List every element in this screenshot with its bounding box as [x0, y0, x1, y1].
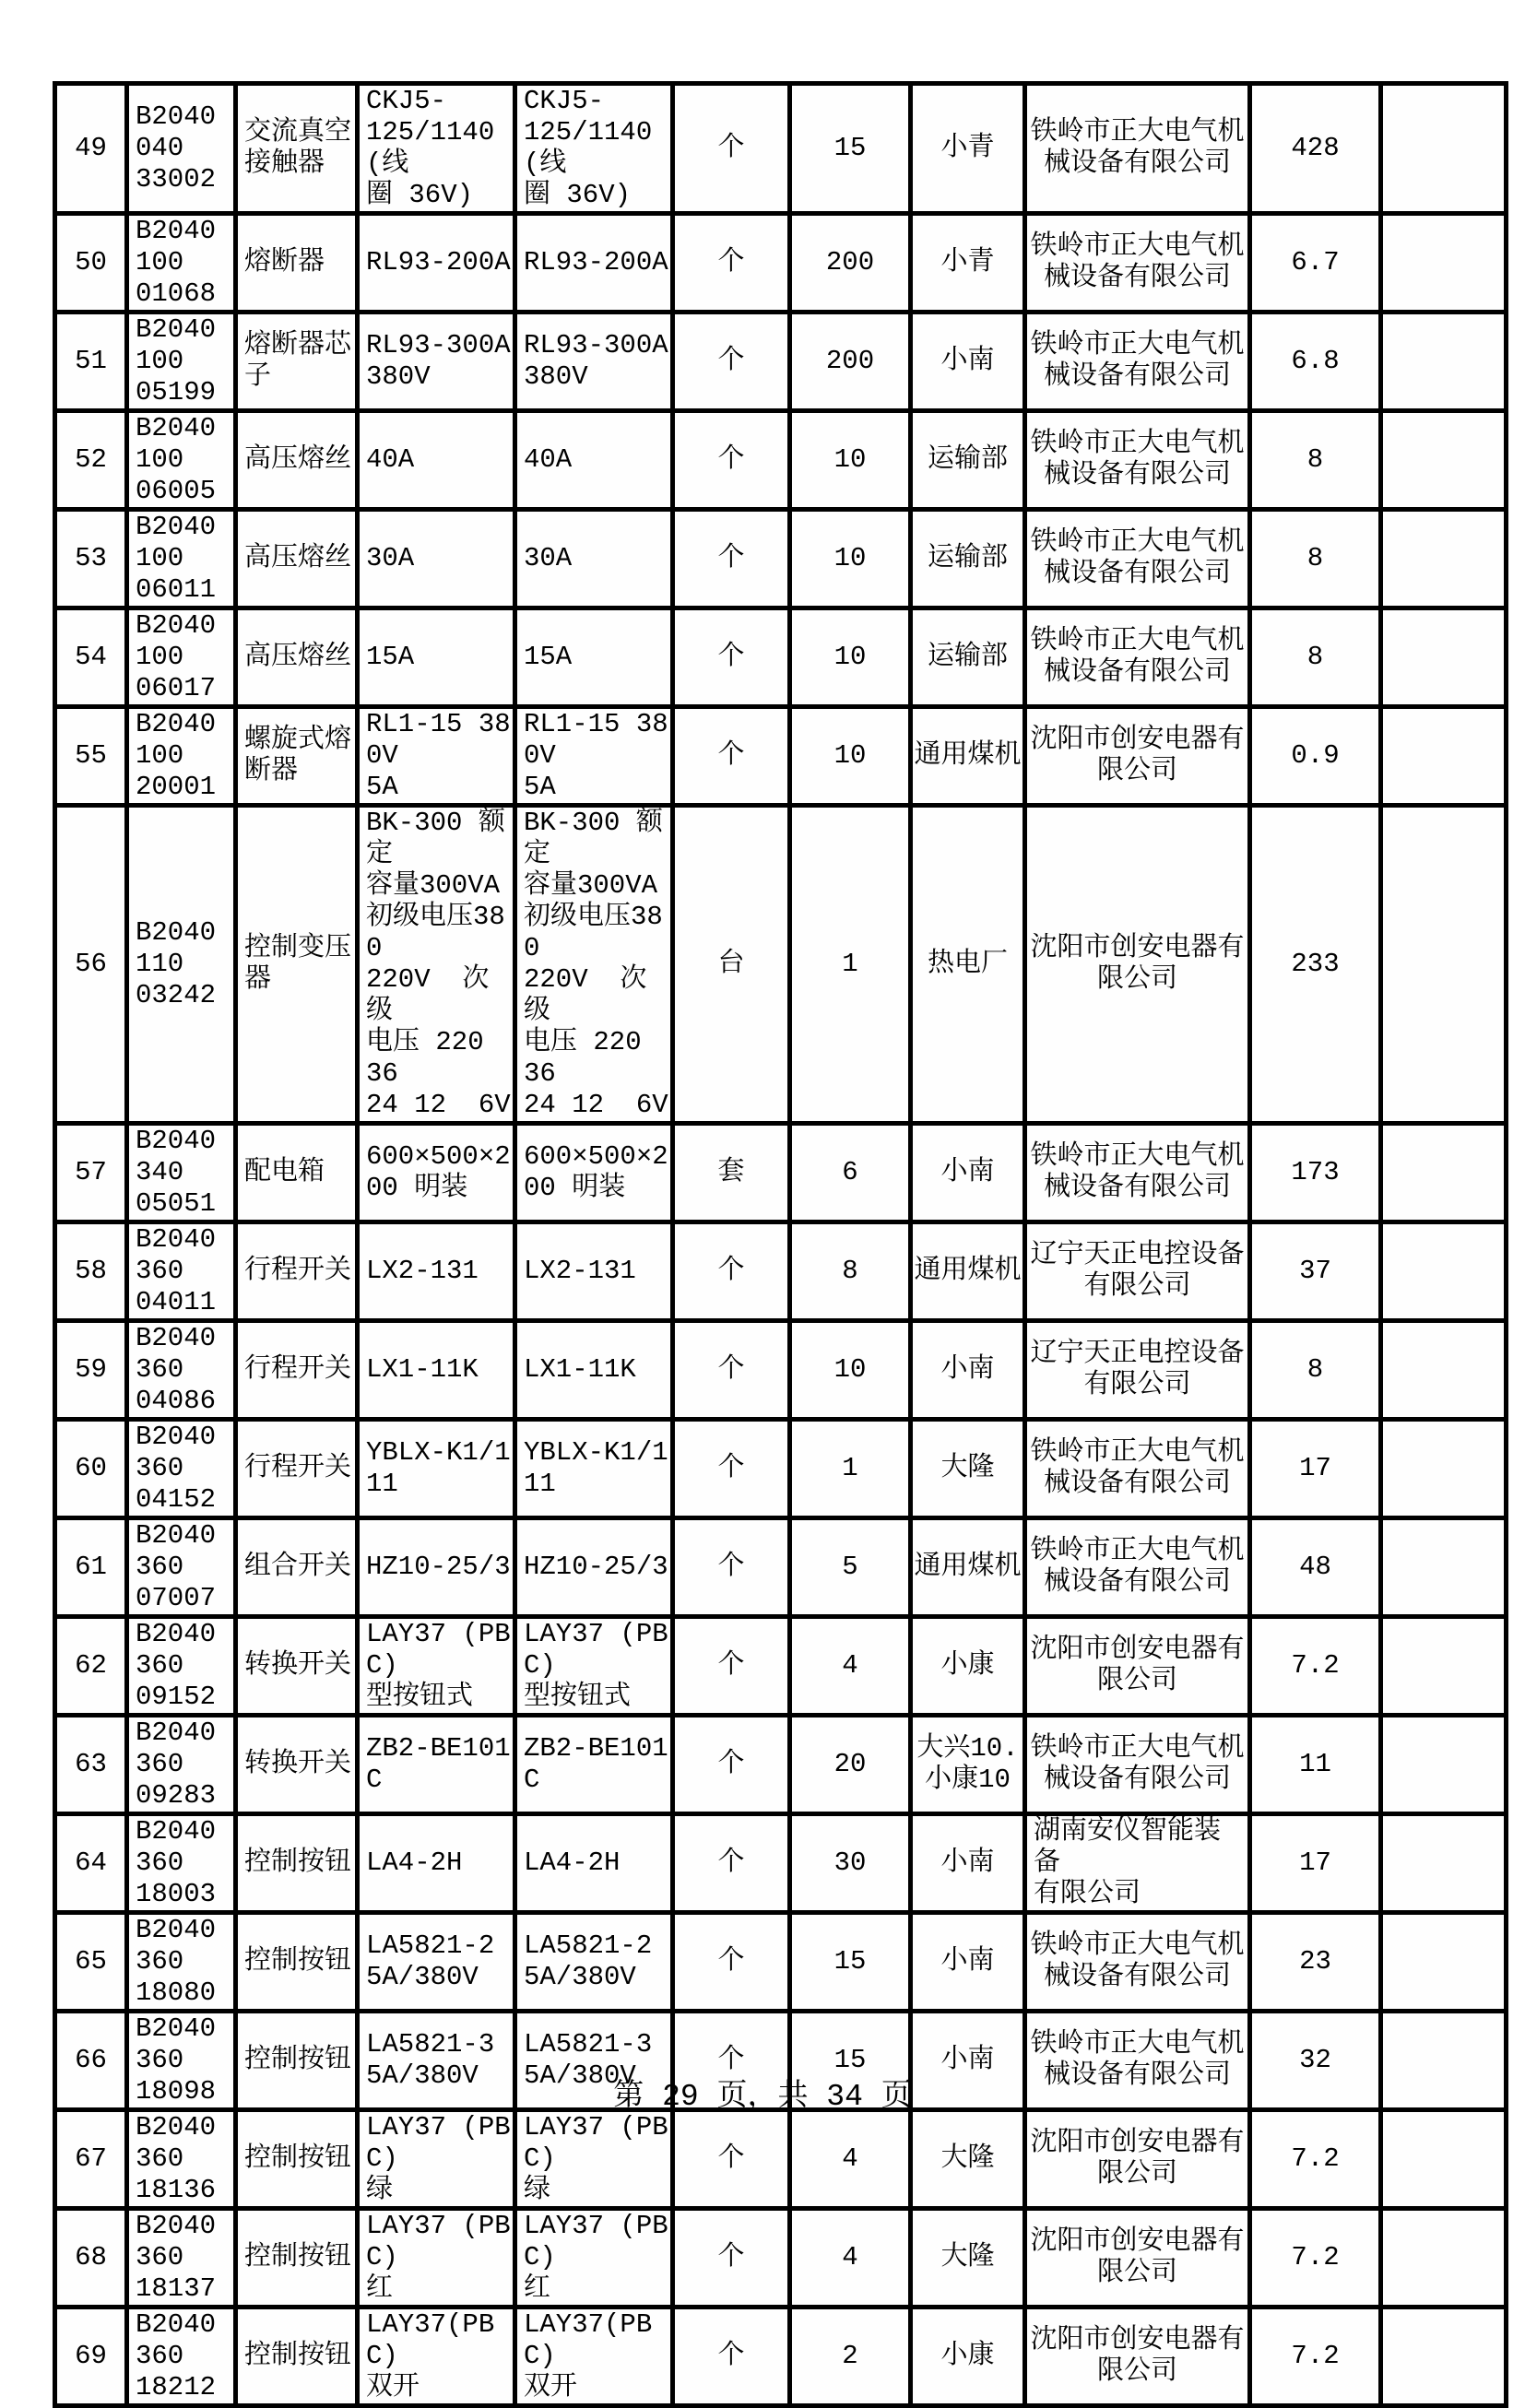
cell-price: 23	[1250, 1913, 1381, 2012]
cell-dept: 运输部	[911, 608, 1025, 707]
cell-code: B2040360 09152	[127, 1617, 236, 1716]
cell-seq: 56	[55, 806, 127, 1124]
cell-spec2: 600×500×2 00 明装	[515, 1124, 673, 1222]
cell-spec2: 40A	[515, 411, 673, 510]
cell-note	[1381, 608, 1507, 707]
cell-unit: 个	[673, 1518, 790, 1617]
cell-supplier: 铁岭市正大电气机 械设备有限公司	[1025, 2012, 1250, 2110]
cell-supplier: 沈阳市创安电器有 限公司	[1025, 2110, 1250, 2209]
cell-code: B2040360 04011	[127, 1222, 236, 1321]
cell-spec: LAY37 (PBC) 绿	[358, 2110, 515, 2209]
cell-seq: 50	[55, 214, 127, 313]
cell-seq: 49	[55, 84, 127, 214]
cell-unit: 套	[673, 1124, 790, 1222]
cell-qty: 2	[790, 2308, 911, 2406]
cell-name: 转换开关	[236, 1716, 358, 1814]
cell-price: 11	[1250, 1716, 1381, 1814]
cell-spec: ZB2-BE101C	[358, 1716, 515, 1814]
cell-qty: 200	[790, 313, 911, 411]
cell-price: 7.2	[1250, 2308, 1381, 2406]
cell-spec: LA5821-2 5A/380V	[358, 1913, 515, 2012]
cell-qty: 20	[790, 1716, 911, 1814]
cell-price: 8	[1250, 1321, 1381, 1420]
cell-name: 行程开关	[236, 1321, 358, 1420]
cell-note	[1381, 1913, 1507, 2012]
cell-supplier: 铁岭市正大电气机 械设备有限公司	[1025, 1518, 1250, 1617]
cell-price: 6.8	[1250, 313, 1381, 411]
cell-price: 8	[1250, 608, 1381, 707]
cell-spec2: LAY37 (PBC) 红	[515, 2209, 673, 2308]
cell-name: 高压熔丝	[236, 608, 358, 707]
cell-code: B2040340 05051	[127, 1124, 236, 1222]
table-row	[55, 2110, 1507, 2209]
cell-name: 行程开关	[236, 1222, 358, 1321]
cell-supplier: 沈阳市创安电器有 限公司	[1025, 2308, 1250, 2406]
cell-qty: 4	[790, 2110, 911, 2209]
cell-note	[1381, 1420, 1507, 1518]
table-row	[55, 1321, 1507, 1420]
cell-qty: 15	[790, 2012, 911, 2110]
cell-unit: 个	[673, 1716, 790, 1814]
table-row	[55, 707, 1507, 806]
cell-spec: CKJ5- 125/1140(线 圈 36V)	[358, 84, 515, 214]
cell-seq: 69	[55, 2308, 127, 2406]
cell-unit: 个	[673, 1814, 790, 1913]
cell-note	[1381, 806, 1507, 1124]
cell-spec2: LAY37 (PBC) 型按钮式	[515, 1617, 673, 1716]
cell-supplier: 沈阳市创安电器有 限公司	[1025, 806, 1250, 1124]
cell-dept: 通用煤机	[911, 707, 1025, 806]
cell-dept: 小青	[911, 84, 1025, 214]
cell-dept: 小康	[911, 1617, 1025, 1716]
parts-table	[53, 81, 1508, 2408]
cell-name: 熔断器芯 子	[236, 313, 358, 411]
cell-supplier: 铁岭市正大电气机 械设备有限公司	[1025, 214, 1250, 313]
cell-code: B2040100 05199	[127, 313, 236, 411]
cell-supplier: 铁岭市正大电气机 械设备有限公司	[1025, 1124, 1250, 1222]
cell-qty: 1	[790, 1420, 911, 1518]
cell-price: 173	[1250, 1124, 1381, 1222]
cell-seq: 59	[55, 1321, 127, 1420]
cell-name: 熔断器	[236, 214, 358, 313]
cell-note	[1381, 1222, 1507, 1321]
cell-qty: 15	[790, 1913, 911, 2012]
cell-supplier: 铁岭市正大电气机 械设备有限公司	[1025, 1420, 1250, 1518]
cell-price: 17	[1250, 1420, 1381, 1518]
cell-price: 233	[1250, 806, 1381, 1124]
cell-unit: 个	[673, 84, 790, 214]
cell-seq: 52	[55, 411, 127, 510]
cell-spec2: LX1-11K	[515, 1321, 673, 1420]
cell-spec2: LAY37 (PBC) 绿	[515, 2110, 673, 2209]
cell-qty: 10	[790, 411, 911, 510]
cell-spec2: RL93-300A 380V	[515, 313, 673, 411]
cell-code: B2040100 06017	[127, 608, 236, 707]
cell-note	[1381, 1716, 1507, 1814]
cell-code: B2040360 18212	[127, 2308, 236, 2406]
cell-dept: 小南	[911, 313, 1025, 411]
cell-seq: 62	[55, 1617, 127, 1716]
cell-spec: 15A	[358, 608, 515, 707]
cell-seq: 55	[55, 707, 127, 806]
cell-spec2: 15A	[515, 608, 673, 707]
cell-qty: 8	[790, 1222, 911, 1321]
cell-unit: 个	[673, 1913, 790, 2012]
cell-note	[1381, 1814, 1507, 1913]
table-row	[55, 2308, 1507, 2406]
cell-unit: 个	[673, 1420, 790, 1518]
table-row	[55, 1124, 1507, 1222]
cell-supplier: 辽宁天正电控设备 有限公司	[1025, 1222, 1250, 1321]
cell-supplier: 铁岭市正大电气机 械设备有限公司	[1025, 84, 1250, 214]
cell-dept: 通用煤机	[911, 1222, 1025, 1321]
cell-name: 螺旋式熔 断器	[236, 707, 358, 806]
cell-unit: 个	[673, 2110, 790, 2209]
cell-spec2: LA5821-3 5A/380V	[515, 2012, 673, 2110]
cell-note	[1381, 1617, 1507, 1716]
cell-seq: 63	[55, 1716, 127, 1814]
table-row	[55, 510, 1507, 608]
cell-spec: RL1-15 380V 5A	[358, 707, 515, 806]
cell-note	[1381, 2110, 1507, 2209]
cell-spec: LAY37 (PBC) 型按钮式	[358, 1617, 515, 1716]
cell-seq: 64	[55, 1814, 127, 1913]
cell-spec2: 30A	[515, 510, 673, 608]
cell-code: B2040040 33002	[127, 84, 236, 214]
cell-spec2: YBLX-K1/111	[515, 1420, 673, 1518]
cell-name: 控制按钮	[236, 1913, 358, 2012]
page-number-footer: 第 29 页，共 34 页	[613, 2080, 912, 2114]
cell-spec2: LAY37(PBC) 双开	[515, 2308, 673, 2406]
cell-spec: 30A	[358, 510, 515, 608]
cell-note	[1381, 84, 1507, 214]
table-row	[55, 1518, 1507, 1617]
cell-note	[1381, 2209, 1507, 2308]
table-row	[55, 608, 1507, 707]
cell-supplier: 辽宁天正电控设备 有限公司	[1025, 1321, 1250, 1420]
cell-unit: 个	[673, 2012, 790, 2110]
cell-dept: 运输部	[911, 411, 1025, 510]
cell-spec: LAY37 (PBC) 红	[358, 2209, 515, 2308]
cell-name: 转换开关	[236, 1617, 358, 1716]
cell-note	[1381, 1124, 1507, 1222]
cell-dept: 通用煤机	[911, 1518, 1025, 1617]
cell-note	[1381, 313, 1507, 411]
table-row	[55, 1222, 1507, 1321]
cell-spec: LA5821-3 5A/380V	[358, 2012, 515, 2110]
cell-qty: 10	[790, 1321, 911, 1420]
cell-seq: 66	[55, 2012, 127, 2110]
cell-dept: 大隆	[911, 2110, 1025, 2209]
cell-unit: 个	[673, 707, 790, 806]
cell-spec2: LA5821-2 5A/380V	[515, 1913, 673, 2012]
cell-qty: 10	[790, 608, 911, 707]
cell-spec2: LX2-131	[515, 1222, 673, 1321]
cell-name: 行程开关	[236, 1420, 358, 1518]
cell-seq: 53	[55, 510, 127, 608]
cell-spec2: CKJ5- 125/1140(线 圈 36V)	[515, 84, 673, 214]
cell-unit: 个	[673, 313, 790, 411]
cell-unit: 个	[673, 1617, 790, 1716]
cell-code: B2040100 20001	[127, 707, 236, 806]
cell-supplier: 铁岭市正大电气机 械设备有限公司	[1025, 510, 1250, 608]
cell-spec2: ZB2-BE101C	[515, 1716, 673, 1814]
cell-spec: YBLX-K1/111	[358, 1420, 515, 1518]
table-row	[55, 1420, 1507, 1518]
cell-qty: 10	[790, 707, 911, 806]
cell-code: B2040360 18003	[127, 1814, 236, 1913]
cell-spec: LX2-131	[358, 1222, 515, 1321]
cell-code: B2040360 18098	[127, 2012, 236, 2110]
cell-price: 428	[1250, 84, 1381, 214]
cell-seq: 57	[55, 1124, 127, 1222]
table-row	[55, 313, 1507, 411]
cell-seq: 60	[55, 1420, 127, 1518]
cell-note	[1381, 510, 1507, 608]
table-row	[55, 411, 1507, 510]
cell-price: 8	[1250, 411, 1381, 510]
cell-code: B2040110 03242	[127, 806, 236, 1124]
cell-price: 7.2	[1250, 2110, 1381, 2209]
cell-code: B2040360 18137	[127, 2209, 236, 2308]
cell-note	[1381, 214, 1507, 313]
cell-spec2: HZ10-25/3	[515, 1518, 673, 1617]
cell-note	[1381, 2308, 1507, 2406]
cell-code: B2040100 06005	[127, 411, 236, 510]
cell-price: 17	[1250, 1814, 1381, 1913]
cell-spec: LX1-11K	[358, 1321, 515, 1420]
cell-code: B2040360 04152	[127, 1420, 236, 1518]
cell-dept: 大隆	[911, 1420, 1025, 1518]
cell-note	[1381, 707, 1507, 806]
cell-qty: 15	[790, 84, 911, 214]
cell-spec2: BK-300 额定 容量300VA 初级电压380 220V 次级 电压 220 36 24 12 6V	[515, 806, 673, 1124]
cell-dept: 小南	[911, 2012, 1025, 2110]
cell-spec: 600×500×2 00 明装	[358, 1124, 515, 1222]
cell-spec: HZ10-25/3	[358, 1518, 515, 1617]
cell-supplier: 铁岭市正大电气机 械设备有限公司	[1025, 1913, 1250, 2012]
cell-unit: 个	[673, 411, 790, 510]
cell-spec: LAY37(PBC) 双开	[358, 2308, 515, 2406]
cell-supplier: 沈阳市创安电器有 限公司	[1025, 1617, 1250, 1716]
cell-price: 6.7	[1250, 214, 1381, 313]
cell-price: 48	[1250, 1518, 1381, 1617]
cell-dept: 大隆	[911, 2209, 1025, 2308]
cell-code: B2040360 07007	[127, 1518, 236, 1617]
table-row	[55, 1617, 1507, 1716]
cell-dept: 小康	[911, 2308, 1025, 2406]
cell-price: 37	[1250, 1222, 1381, 1321]
cell-code: B2040360 09283	[127, 1716, 236, 1814]
cell-dept: 小南	[911, 1124, 1025, 1222]
cell-spec: 40A	[358, 411, 515, 510]
cell-dept: 热电厂	[911, 806, 1025, 1124]
cell-supplier: 沈阳市创安电器有 限公司	[1025, 2209, 1250, 2308]
cell-name: 组合开关	[236, 1518, 358, 1617]
cell-unit: 个	[673, 1222, 790, 1321]
cell-seq: 67	[55, 2110, 127, 2209]
cell-qty: 4	[790, 1617, 911, 1716]
parts-table-body	[55, 84, 1507, 2406]
cell-seq: 58	[55, 1222, 127, 1321]
cell-unit: 个	[673, 608, 790, 707]
cell-qty: 30	[790, 1814, 911, 1913]
cell-dept: 运输部	[911, 510, 1025, 608]
cell-price: 32	[1250, 2012, 1381, 2110]
cell-dept: 大兴10. 小康10	[911, 1716, 1025, 1814]
cell-code: B2040360 18080	[127, 1913, 236, 2012]
cell-price: 8	[1250, 510, 1381, 608]
table-row	[55, 84, 1507, 214]
cell-seq: 61	[55, 1518, 127, 1617]
cell-spec: RL93-200A	[358, 214, 515, 313]
table-row	[55, 806, 1507, 1124]
cell-supplier: 沈阳市创安电器有 限公司	[1025, 707, 1250, 806]
cell-price: 0.9	[1250, 707, 1381, 806]
cell-supplier: 铁岭市正大电气机 械设备有限公司	[1025, 1716, 1250, 1814]
cell-name: 高压熔丝	[236, 510, 358, 608]
cell-price: 7.2	[1250, 1617, 1381, 1716]
cell-price: 7.2	[1250, 2209, 1381, 2308]
cell-qty: 200	[790, 214, 911, 313]
cell-unit: 台	[673, 806, 790, 1124]
cell-dept: 小南	[911, 1913, 1025, 2012]
table-row	[55, 2209, 1507, 2308]
cell-code: B2040100 01068	[127, 214, 236, 313]
cell-supplier: 铁岭市正大电气机 械设备有限公司	[1025, 608, 1250, 707]
cell-qty: 5	[790, 1518, 911, 1617]
cell-spec2: LA4-2H	[515, 1814, 673, 1913]
cell-seq: 51	[55, 313, 127, 411]
cell-name: 控制按钮	[236, 2308, 358, 2406]
cell-name: 配电箱	[236, 1124, 358, 1222]
cell-seq: 68	[55, 2209, 127, 2308]
cell-unit: 个	[673, 2209, 790, 2308]
cell-qty: 4	[790, 2209, 911, 2308]
cell-dept: 小南	[911, 1814, 1025, 1913]
table-row	[55, 1814, 1507, 1913]
cell-qty: 10	[790, 510, 911, 608]
cell-unit: 个	[673, 1321, 790, 1420]
cell-dept: 小南	[911, 1321, 1025, 1420]
cell-name: 控制按钮	[236, 2209, 358, 2308]
cell-name: 控制按钮	[236, 2110, 358, 2209]
cell-supplier: 铁岭市正大电气机 械设备有限公司	[1025, 313, 1250, 411]
cell-qty: 1	[790, 806, 911, 1124]
cell-code: B2040100 06011	[127, 510, 236, 608]
cell-name: 高压熔丝	[236, 411, 358, 510]
cell-spec: BK-300 额定 容量300VA 初级电压380 220V 次级 电压 220 36 24 12 6V	[358, 806, 515, 1124]
table-row	[55, 1913, 1507, 2012]
cell-unit: 个	[673, 510, 790, 608]
cell-dept: 小青	[911, 214, 1025, 313]
cell-code: B2040360 04086	[127, 1321, 236, 1420]
cell-qty: 6	[790, 1124, 911, 1222]
cell-code: B2040360 18136	[127, 2110, 236, 2209]
cell-spec2: RL93-200A	[515, 214, 673, 313]
table-row	[55, 214, 1507, 313]
cell-note	[1381, 411, 1507, 510]
cell-supplier: 铁岭市正大电气机 械设备有限公司	[1025, 411, 1250, 510]
cell-seq: 54	[55, 608, 127, 707]
cell-spec: RL93-300A 380V	[358, 313, 515, 411]
cell-unit: 个	[673, 2308, 790, 2406]
cell-unit: 个	[673, 214, 790, 313]
cell-note	[1381, 1518, 1507, 1617]
cell-name: 控制变压 器	[236, 806, 358, 1124]
cell-seq: 65	[55, 1913, 127, 2012]
table-row	[55, 1716, 1507, 1814]
cell-name: 控制按钮	[236, 2012, 358, 2110]
cell-spec: LA4-2H	[358, 1814, 515, 1913]
cell-spec2: RL1-15 380V 5A	[515, 707, 673, 806]
cell-supplier: 湖南安仪智能装备 有限公司	[1025, 1814, 1250, 1913]
cell-name: 交流真空 接触器	[236, 84, 358, 214]
cell-name: 控制按钮	[236, 1814, 358, 1913]
cell-note	[1381, 1321, 1507, 1420]
